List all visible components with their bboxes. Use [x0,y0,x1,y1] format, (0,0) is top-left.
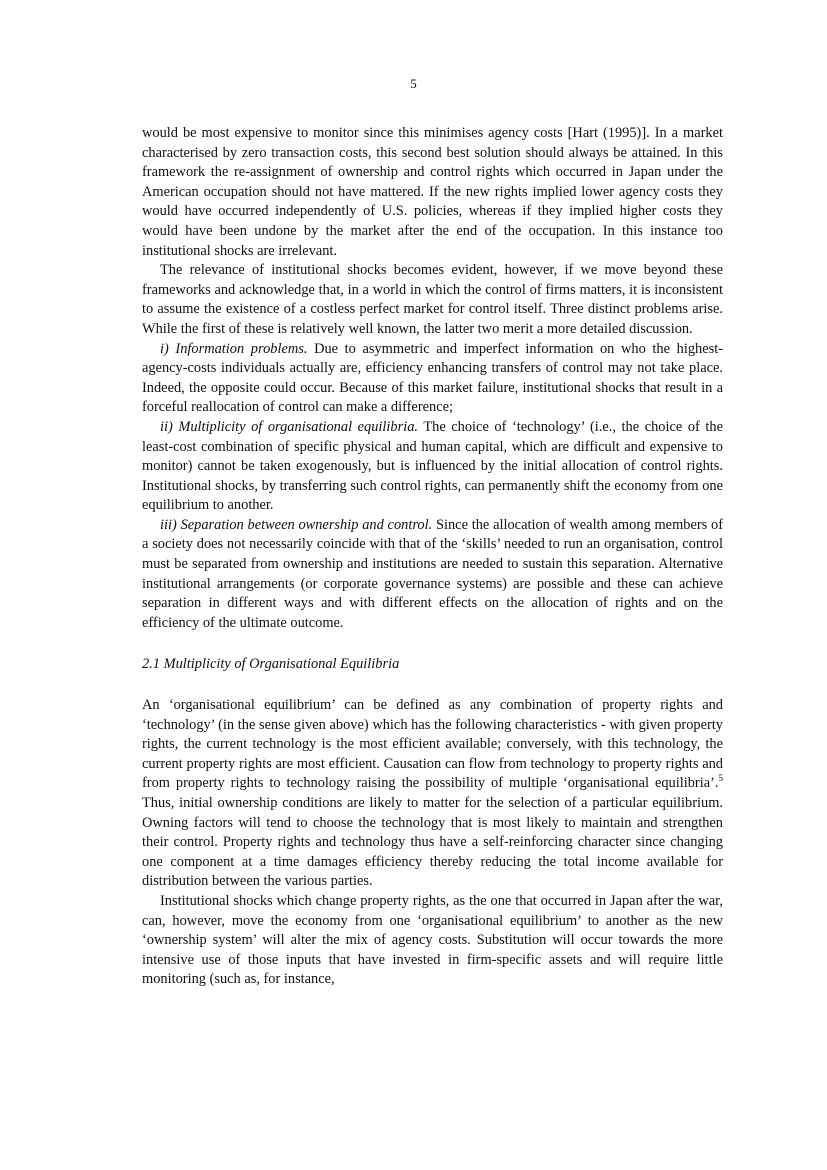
paragraph-agency-costs: would be most expensive to monitor since this minimises agency costs [Hart (1995)]. In a market characterised by zero transaction costs, this second best solution should always be attained. In this framework the re-assignment of ownership and control rights which occurred in Japan under the American occupation should not have mattered. If the new rights implied lower agency costs they would have occurred independently of U.S. policies, whereas if they implied higher costs they would have been undone by the market after the end of the occupation. In this instance too institutional shocks are irrelevant. [142,125,723,259]
section-heading: 2.1 Multiplicity of Organisational Equilibria [142,656,400,673]
list-item-multiplicity [142,418,723,516]
paragraph-institutional-shocks: The relevance of institutional shocks becomes evident, however, if we move beyond these frameworks and acknowledge that, in a world in which the control of firms matters, it is inconsistent to assume the existence of a costless perfect market for control itself. Three distinct problems arise. While the first of these is relatively well known, the latter two merit a more detailed discussion. [142,262,723,337]
list-item-information-problems [142,340,723,418]
list-item-separation [142,516,723,634]
list-item-title: ii) Multiplicity of organisational equilibria. [160,418,419,435]
list-item-text: Due to asymmetric and imperfect information on who the highest-agency-costs individuals actually are, efficiency enhancing transfers of control may not take place. Indeed, the opposite could occur. Because of this market failure, institutional shocks that result in a forceful reallocation of control can make a difference; [142,340,723,416]
paragraph-ownership-system: Institutional shocks which change property rights, as the one that occurred in Japan after the war, can, however, move the economy from one ‘organisational equilibrium’ to another as the new ‘ownership system’ will alter the mix of agency costs. Substitution will occur towards the more intensive use of those inputs that have invested in firm-specific assets and will require little monitoring (such as, for instance, [142,892,723,988]
page-number: 5 [410,76,417,91]
paragraph-text: Thus, initial ownership conditions are likely to matter for the selection of a particular equilibrium. Owning factors will tend to choose the technology that is most likely to maintain and strengthen their control. Property rights and technology thus have a self-reinforcing character since changing one component at a time damages efficiency thereby reducing the total income available for distribution between the various parties. [142,795,723,890]
paragraph-organisational-equilibrium [142,696,723,892]
list-item-text: Since the allocation of wealth among members of a society does not necessarily coincide with that of the ‘skills’ needed to run an organisation, control must be separated from ownership and institutions are needed to sustain this separation. Alternative institutional arrangements (or corporate governance systems) are possible and these can achieve separation in different ways and with different effects on the allocation of rights and on the efficiency of the ultimate outcome. [142,516,724,631]
list-item-title: iii) Separation between ownership and control. [160,516,433,533]
page-body [142,124,723,990]
list-item-title: i) Information problems. [160,340,308,357]
footnote-marker[interactable]: 5 [718,773,723,784]
list-item-text: The choice of ‘technology’ (i.e., the choice of the least-cost combination of specific physical and human capital, which are difficult and expensive to monitor) cannot be taken exogenously, but is influenced by the initial allocation of control rights. Institutional shocks, by transferring such control rights, can permanently shift the economy from one equilibrium to another. [142,418,723,514]
paragraph-text: An ‘organisational equilibrium’ can be defined as any combination of property rights and ‘technology’ (in the sense given above) which has the following characteristics - with given property rights, the current technology is the most efficient available; conversely, with this technology, the current property rights are most efficient. Causation can flow from technology to property rights and from property rights to technology raising the possibility of multiple ‘organisational equilibria’. [142,697,723,792]
